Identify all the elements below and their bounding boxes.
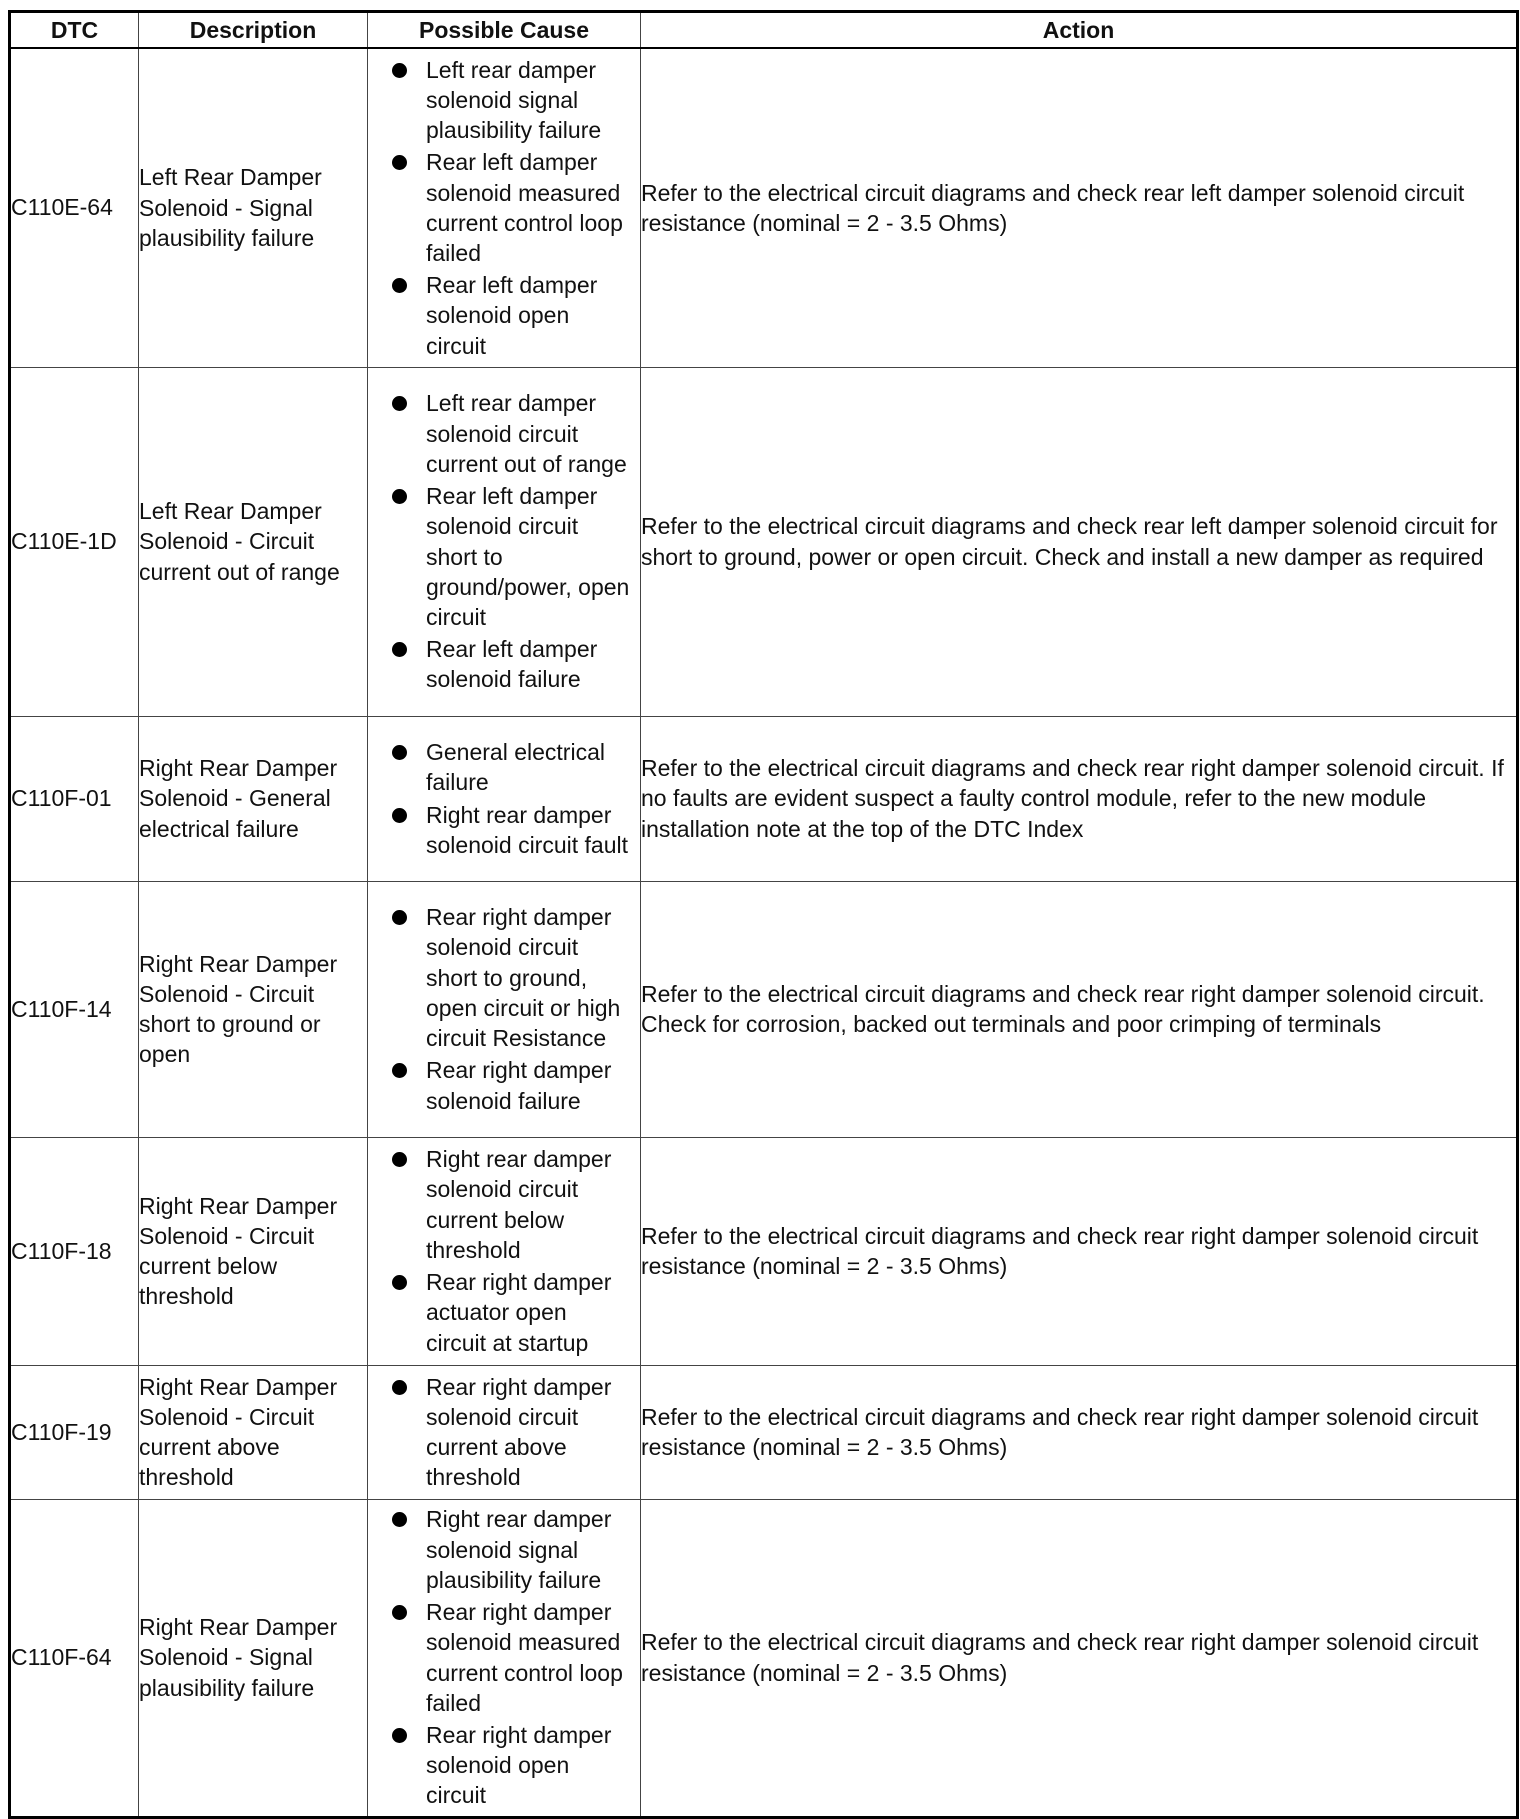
header-action: Action [641, 12, 1518, 49]
header-dtc: DTC [10, 12, 139, 49]
cause-list [368, 55, 640, 361]
header-possible-cause: Possible Cause [368, 12, 641, 49]
dtc-action: Refer to the electrical circuit diagrams and check rear right damper solenoid circuit resistance (nominal = 2 - 3.5 Ohms) [641, 1365, 1518, 1499]
table-row [10, 1137, 1518, 1365]
header-description: Description [139, 12, 368, 49]
dtc-action: Refer to the electrical circuit diagrams and check rear left damper solenoid circuit resistance (nominal = 2 - 3.5 Ohms) [641, 48, 1518, 367]
dtc-description: Right Rear Damper Solenoid - Circuit current above threshold [139, 1365, 368, 1499]
cause-list [368, 388, 640, 694]
cause-list-item: Rear right damper solenoid circuit short to ground, open circuit or high circuit Resistance [426, 902, 630, 1053]
cause-list-item: Right rear damper solenoid circuit fault [426, 800, 630, 860]
dtc-code: C110F-01 [10, 716, 139, 881]
possible-cause-cell [368, 716, 641, 881]
possible-cause-cell [368, 1137, 641, 1365]
cause-list-item: Rear left damper solenoid circuit short to ground/power, open circuit [426, 481, 630, 632]
dtc-description: Right Rear Damper Solenoid - Circuit short to ground or open [139, 881, 368, 1137]
cause-list-item: Left rear damper solenoid circuit current out of range [426, 388, 630, 479]
cause-list-item: Rear right damper solenoid failure [426, 1055, 630, 1115]
dtc-description: Right Rear Damper Solenoid - Signal plausibility failure [139, 1499, 368, 1817]
dtc-table [8, 10, 1519, 1819]
cause-list [368, 902, 640, 1115]
dtc-action: Refer to the electrical circuit diagrams and check rear right damper solenoid circuit. Check for corrosion, backed out terminals and poor crimping of terminals [641, 881, 1518, 1137]
dtc-code: C110E-64 [10, 48, 139, 367]
table-body [10, 48, 1518, 1817]
cause-list-item: Left rear damper solenoid signal plausibility failure [426, 55, 630, 146]
cause-list [368, 1372, 640, 1493]
dtc-action: Refer to the electrical circuit diagrams and check rear right damper solenoid circuit resistance (nominal = 2 - 3.5 Ohms) [641, 1499, 1518, 1817]
dtc-code: C110F-14 [10, 881, 139, 1137]
cause-list-item: Rear right damper actuator open circuit at startup [426, 1267, 630, 1358]
possible-cause-cell [368, 367, 641, 716]
dtc-description: Left Rear Damper Solenoid - Circuit current out of range [139, 367, 368, 716]
dtc-action: Refer to the electrical circuit diagrams and check rear right damper solenoid circuit. If no faults are evident suspect a faulty control module, refer to the new module installation note at the top of the DTC Index [641, 716, 1518, 881]
table-row [10, 367, 1518, 716]
dtc-code: C110F-64 [10, 1499, 139, 1817]
cause-list-item: Right rear damper solenoid signal plausibility failure [426, 1504, 630, 1595]
cause-list-item: Rear right damper solenoid measured current control loop failed [426, 1597, 630, 1718]
cause-list-item: Rear left damper solenoid open circuit [426, 270, 630, 361]
dtc-code: C110F-19 [10, 1365, 139, 1499]
possible-cause-cell [368, 48, 641, 367]
possible-cause-cell [368, 1499, 641, 1817]
table-row [10, 1499, 1518, 1817]
dtc-description: Left Rear Damper Solenoid - Signal plausibility failure [139, 48, 368, 367]
possible-cause-cell [368, 1365, 641, 1499]
dtc-action: Refer to the electrical circuit diagrams and check rear left damper solenoid circuit for short to ground, power or open circuit. Check and install a new damper as required [641, 367, 1518, 716]
dtc-action: Refer to the electrical circuit diagrams and check rear right damper solenoid circuit resistance (nominal = 2 - 3.5 Ohms) [641, 1137, 1518, 1365]
cause-list-item: Rear right damper solenoid open circuit [426, 1720, 630, 1811]
cause-list-item: Rear left damper solenoid failure [426, 634, 630, 694]
dtc-description: Right Rear Damper Solenoid - General electrical failure [139, 716, 368, 881]
dtc-code: C110E-1D [10, 367, 139, 716]
dtc-description: Right Rear Damper Solenoid - Circuit current below threshold [139, 1137, 368, 1365]
dtc-code: C110F-18 [10, 1137, 139, 1365]
cause-list-item: Rear left damper solenoid measured current control loop failed [426, 147, 630, 268]
cause-list-item: Right rear damper solenoid circuit current below threshold [426, 1144, 630, 1265]
cause-list [368, 1504, 640, 1810]
cause-list [368, 1144, 640, 1357]
table-row [10, 881, 1518, 1137]
table-row [10, 1365, 1518, 1499]
cause-list [368, 737, 640, 860]
table-header-row [10, 12, 1518, 49]
cause-list-item: Rear right damper solenoid circuit current above threshold [426, 1372, 630, 1493]
table-row [10, 716, 1518, 881]
cause-list-item: General electrical failure [426, 737, 630, 797]
table-row [10, 48, 1518, 367]
possible-cause-cell [368, 881, 641, 1137]
